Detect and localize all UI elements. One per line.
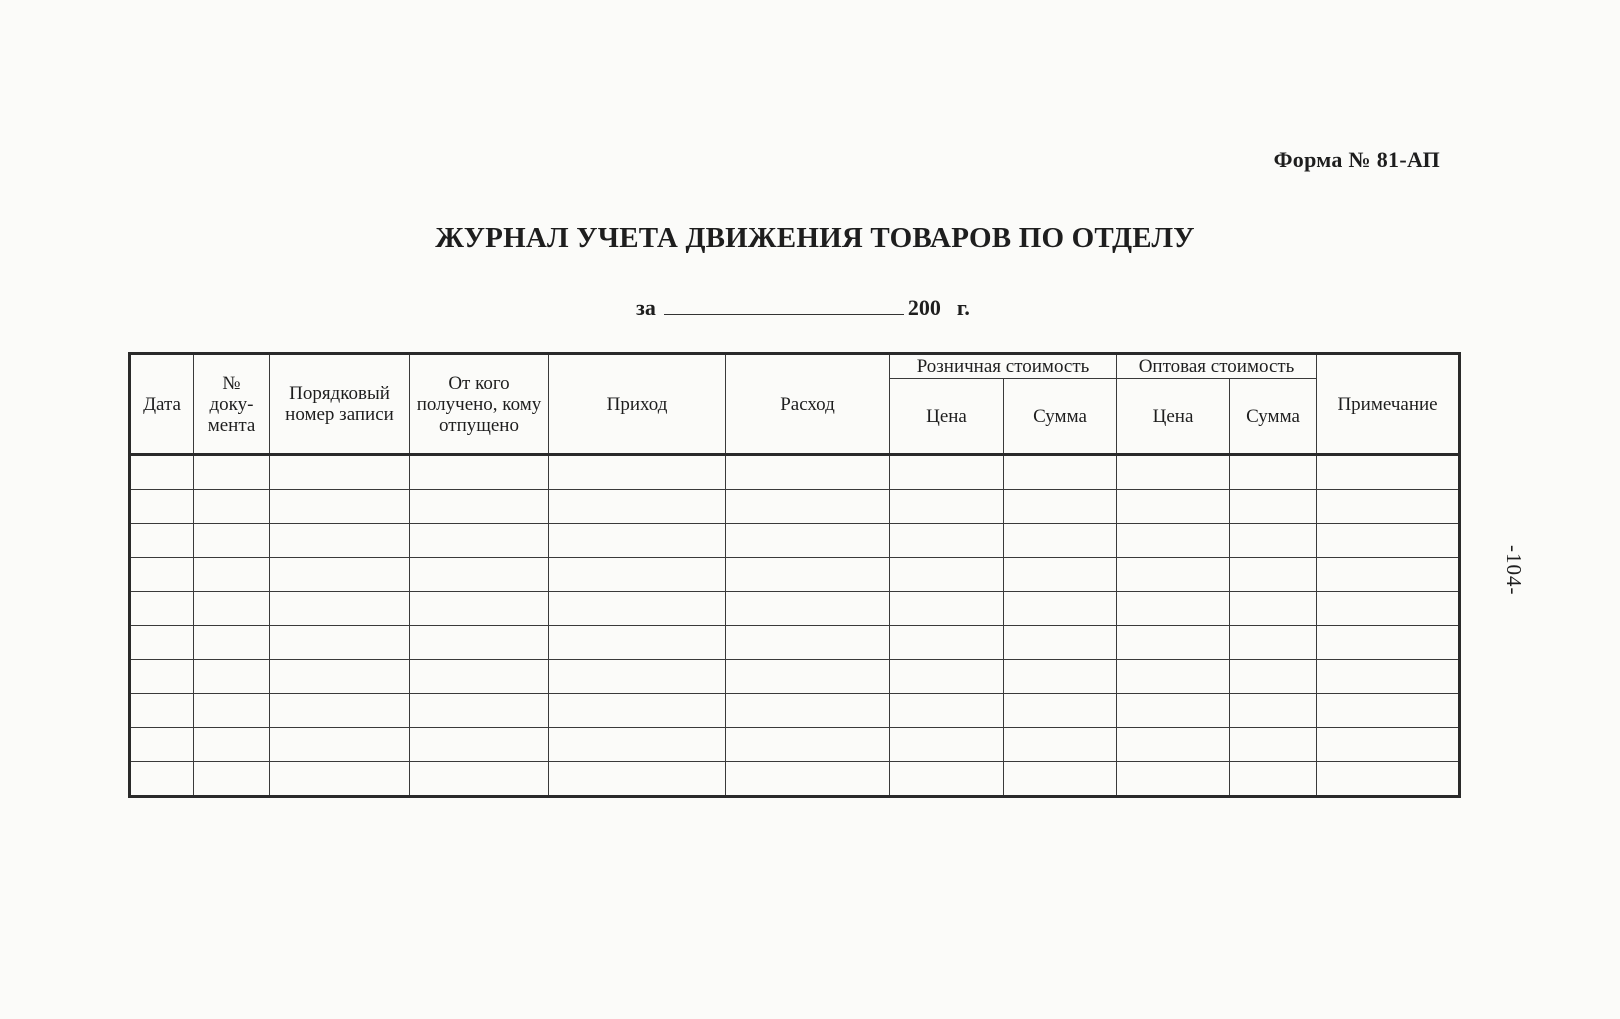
- cell-record-no[interactable]: [270, 728, 410, 762]
- cell-note[interactable]: [1317, 626, 1460, 660]
- cell-retail-sum[interactable]: [1004, 524, 1117, 558]
- cell-wholesale-price[interactable]: [1117, 490, 1230, 524]
- cell-income[interactable]: [549, 660, 726, 694]
- cell-income[interactable]: [549, 694, 726, 728]
- header-wholesale-price: Цена: [1117, 379, 1230, 455]
- cell-retail-price[interactable]: [890, 455, 1004, 490]
- cell-retail-price[interactable]: [890, 558, 1004, 592]
- cell-from-to[interactable]: [410, 694, 549, 728]
- cell-note[interactable]: [1317, 524, 1460, 558]
- cell-date[interactable]: [130, 694, 194, 728]
- cell-wholesale-sum[interactable]: [1230, 694, 1317, 728]
- header-doc-no: [194, 354, 270, 455]
- cell-date[interactable]: [130, 626, 194, 660]
- cell-wholesale-price[interactable]: [1117, 592, 1230, 626]
- cell-date[interactable]: [130, 728, 194, 762]
- cell-date[interactable]: [130, 490, 194, 524]
- cell-record-no[interactable]: [270, 626, 410, 660]
- table-row: [130, 728, 1460, 762]
- cell-doc-no[interactable]: [194, 762, 270, 797]
- header-retail-price: Цена: [890, 379, 1004, 455]
- header-date: Дата: [130, 354, 194, 455]
- cell-retail-price[interactable]: [890, 524, 1004, 558]
- header-record-no: Порядковый номер записи: [270, 354, 410, 455]
- table-row: [130, 694, 1460, 728]
- cell-from-to[interactable]: [410, 558, 549, 592]
- cell-note[interactable]: [1317, 490, 1460, 524]
- cell-retail-price[interactable]: [890, 660, 1004, 694]
- cell-from-to[interactable]: [410, 626, 549, 660]
- cell-note[interactable]: [1317, 660, 1460, 694]
- cell-expense[interactable]: [726, 592, 890, 626]
- header-from-to: От кого получено, кому отпущено: [410, 354, 549, 455]
- cell-expense[interactable]: [726, 694, 890, 728]
- cell-wholesale-sum[interactable]: [1230, 592, 1317, 626]
- cell-retail-sum[interactable]: [1004, 455, 1117, 490]
- cell-record-no[interactable]: [270, 558, 410, 592]
- cell-expense[interactable]: [726, 728, 890, 762]
- period-year: 200: [907, 295, 941, 320]
- cell-doc-no[interactable]: [194, 694, 270, 728]
- cell-income[interactable]: [549, 592, 726, 626]
- cell-wholesale-sum[interactable]: [1230, 455, 1317, 490]
- period-blank-field[interactable]: [664, 292, 904, 315]
- header-doc-no-line1: №: [222, 372, 241, 394]
- cell-record-no[interactable]: [270, 660, 410, 694]
- cell-from-to[interactable]: [410, 762, 549, 797]
- cell-retail-sum[interactable]: [1004, 694, 1117, 728]
- cell-from-to[interactable]: [410, 455, 549, 490]
- cell-wholesale-sum[interactable]: [1230, 728, 1317, 762]
- table-row: [130, 626, 1460, 660]
- cell-wholesale-sum[interactable]: [1230, 762, 1317, 797]
- cell-note[interactable]: [1317, 728, 1460, 762]
- table-row: [130, 558, 1460, 592]
- table-row: [130, 490, 1460, 524]
- cell-date[interactable]: [130, 558, 194, 592]
- cell-retail-price[interactable]: [890, 728, 1004, 762]
- cell-from-to[interactable]: [410, 592, 549, 626]
- cell-wholesale-price[interactable]: [1117, 626, 1230, 660]
- cell-retail-sum[interactable]: [1004, 660, 1117, 694]
- cell-doc-no[interactable]: [194, 455, 270, 490]
- cell-doc-no[interactable]: [194, 524, 270, 558]
- cell-income[interactable]: [549, 728, 726, 762]
- cell-retail-price[interactable]: [890, 694, 1004, 728]
- cell-date[interactable]: [130, 762, 194, 797]
- cell-doc-no[interactable]: [194, 626, 270, 660]
- cell-note[interactable]: [1317, 558, 1460, 592]
- cell-retail-price[interactable]: [890, 626, 1004, 660]
- cell-from-to[interactable]: [410, 660, 549, 694]
- cell-date[interactable]: [130, 592, 194, 626]
- header-retail-cost: Розничная стоимость: [890, 354, 1117, 379]
- cell-income[interactable]: [549, 524, 726, 558]
- cell-from-to[interactable]: [410, 524, 549, 558]
- cell-record-no[interactable]: [270, 592, 410, 626]
- cell-expense[interactable]: [726, 490, 890, 524]
- cell-doc-no[interactable]: [194, 660, 270, 694]
- cell-wholesale-sum[interactable]: [1230, 660, 1317, 694]
- journal-body: [130, 455, 1460, 797]
- cell-note[interactable]: [1317, 592, 1460, 626]
- header-doc-no-line2: доку-: [209, 393, 254, 415]
- cell-doc-no[interactable]: [194, 592, 270, 626]
- cell-from-to[interactable]: [410, 728, 549, 762]
- cell-retail-price[interactable]: [890, 592, 1004, 626]
- cell-retail-sum[interactable]: [1004, 558, 1117, 592]
- cell-expense[interactable]: [726, 455, 890, 490]
- cell-wholesale-price[interactable]: [1117, 524, 1230, 558]
- cell-record-no[interactable]: [270, 762, 410, 797]
- cell-doc-no[interactable]: [194, 558, 270, 592]
- cell-expense[interactable]: [726, 626, 890, 660]
- cell-wholesale-sum[interactable]: [1230, 626, 1317, 660]
- cell-expense[interactable]: [726, 524, 890, 558]
- cell-retail-sum[interactable]: [1004, 592, 1117, 626]
- cell-date[interactable]: [130, 524, 194, 558]
- header-note: Примечание: [1317, 354, 1460, 455]
- period-suffix: г.: [956, 295, 970, 320]
- cell-wholesale-price[interactable]: [1117, 762, 1230, 797]
- form-number: Форма № 81-АП: [1273, 147, 1440, 172]
- header-wholesale-sum: Сумма: [1230, 379, 1317, 455]
- table-row: [130, 762, 1460, 797]
- cell-income[interactable]: [549, 490, 726, 524]
- header-income: Приход: [549, 354, 726, 455]
- cell-note[interactable]: [1317, 694, 1460, 728]
- cell-date[interactable]: [130, 660, 194, 694]
- cell-doc-no[interactable]: [194, 728, 270, 762]
- cell-wholesale-price[interactable]: [1117, 660, 1230, 694]
- header-expense: Расход: [726, 354, 890, 455]
- journal-table: [128, 352, 1461, 798]
- cell-retail-sum[interactable]: [1004, 626, 1117, 660]
- cell-from-to[interactable]: [410, 490, 549, 524]
- cell-date[interactable]: [130, 455, 194, 490]
- cell-note[interactable]: [1317, 762, 1460, 797]
- table-row: [130, 592, 1460, 626]
- cell-retail-sum[interactable]: [1004, 762, 1117, 797]
- cell-retail-price[interactable]: [890, 762, 1004, 797]
- header-doc-no-line3: мента: [207, 414, 256, 436]
- period-prefix: за: [636, 295, 656, 320]
- cell-wholesale-price[interactable]: [1117, 558, 1230, 592]
- period-line: [636, 292, 970, 321]
- cell-expense[interactable]: [726, 762, 890, 797]
- cell-wholesale-price[interactable]: [1117, 694, 1230, 728]
- cell-note[interactable]: [1317, 455, 1460, 490]
- table-row: [130, 660, 1460, 694]
- cell-income[interactable]: [549, 455, 726, 490]
- cell-income[interactable]: [549, 626, 726, 660]
- cell-retail-sum[interactable]: [1004, 490, 1117, 524]
- cell-retail-sum[interactable]: [1004, 728, 1117, 762]
- cell-record-no[interactable]: [270, 490, 410, 524]
- cell-expense[interactable]: [726, 660, 890, 694]
- cell-wholesale-price[interactable]: [1117, 728, 1230, 762]
- header-retail-sum: Сумма: [1004, 379, 1117, 455]
- cell-wholesale-sum[interactable]: [1230, 558, 1317, 592]
- cell-wholesale-sum[interactable]: [1230, 524, 1317, 558]
- cell-wholesale-sum[interactable]: [1230, 490, 1317, 524]
- cell-record-no[interactable]: [270, 455, 410, 490]
- cell-wholesale-price[interactable]: [1117, 455, 1230, 490]
- header-wholesale-cost: Оптовая стоимость: [1117, 354, 1317, 379]
- cell-income[interactable]: [549, 762, 726, 797]
- cell-expense[interactable]: [726, 558, 890, 592]
- cell-retail-price[interactable]: [890, 490, 1004, 524]
- cell-record-no[interactable]: [270, 524, 410, 558]
- page-number: -104-: [1502, 545, 1526, 596]
- cell-record-no[interactable]: [270, 694, 410, 728]
- cell-doc-no[interactable]: [194, 490, 270, 524]
- document-title: ЖУРНАЛ УЧЕТА ДВИЖЕНИЯ ТОВАРОВ ПО ОТДЕЛУ: [435, 222, 1195, 254]
- table-row: [130, 455, 1460, 490]
- cell-income[interactable]: [549, 558, 726, 592]
- table-row: [130, 524, 1460, 558]
